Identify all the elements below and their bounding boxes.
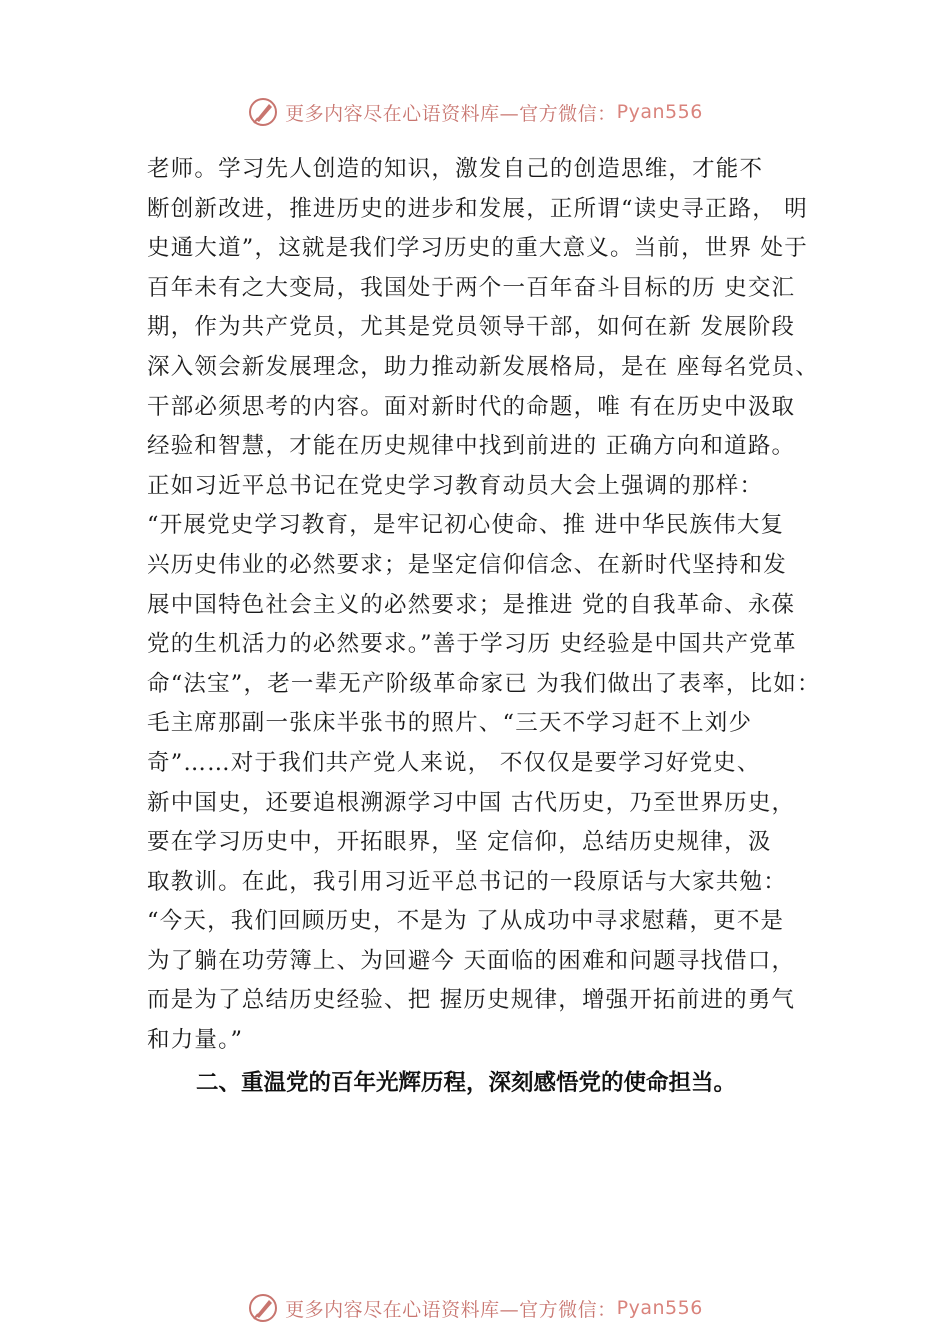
text-line: 取教训。在此，我引用习近平总书记的一段原话与大家共勉：: [147, 868, 787, 895]
text-line: “今天，我们回顾历史，不是为 了从成功中寻求慰藉，更不是: [147, 908, 785, 935]
text-line: 干部必须思考的内容。面对新时代的命题，唯 有在历史中汲取: [147, 393, 796, 420]
section-heading: 二、重温党的百年光辉历程，深刻感悟党的使命担当。: [196, 1070, 737, 1096]
text-line: 老师。学习先人创造的知识，激发自己的创造思维，才能不: [147, 156, 764, 182]
watermark-text: 更多内容尽在心语资料库—官方微信：: [285, 1298, 617, 1321]
quill-logo-icon: [247, 1292, 279, 1324]
text-line: 毛主席那副一张床半张书的照片、“三天不学习赶不上刘少: [147, 710, 753, 737]
text-line: 奇”……对于我们共产党人来说， 不仅仅是要学习好党史、: [147, 749, 761, 776]
text-line: 要在学习历史中，开拓眼界，坚 定信仰，总结历史规律，汲: [147, 829, 772, 856]
text-line: 百年未有之大变局，我国处于两个一百年奋斗目标的历 史交汇: [147, 274, 796, 301]
text-line: 党的生机活力的必然要求。”善于学习历 史经验是中国共产党革: [147, 631, 797, 658]
text-line: 断创新改进，推进历史的进步和发展，正所谓“读史寻正路， 明: [147, 195, 808, 222]
text-line: 期，作为共产党员，尤其是党员领导干部，如何在新 发展阶段: [147, 314, 796, 341]
text-line: 而是为了总结历史经验、把 握历史规律，增强开拓前进的勇气: [147, 987, 796, 1014]
text-line: 正如习近平总书记在党史学习教育动员大会上强调的那样：: [147, 472, 764, 499]
text-line: 兴历史伟业的必然要求；是坚定信仰信念、在新时代坚持和发: [147, 551, 787, 578]
body-paragraph: [147, 150, 847, 1061]
text-line: 展中国特色社会主义的必然要求；是推进 党的自我革命、永葆: [147, 591, 796, 618]
watermark-text: 更多内容尽在心语资料库—官方微信：: [285, 102, 617, 125]
text-line: 和力量。”: [147, 1027, 244, 1054]
quill-logo-icon: [247, 96, 279, 128]
watermark-id: Pyan556: [616, 1297, 703, 1319]
footer-watermark: [0, 1292, 950, 1324]
text-line: 新中国史，还要追根溯源学习中国 古代历史，乃至世界历史，: [147, 789, 796, 816]
watermark-id: Pyan556: [616, 101, 703, 123]
text-line: 为了躺在功劳簿上、为回避今 天面临的困难和问题寻找借口，: [147, 947, 796, 974]
text-line: 经验和智慧，才能在历史规律中找到前进的 正确方向和道路。: [147, 433, 796, 460]
text-line: 深入领会新发展理念，助力推动新发展格局，是在 座每名党员、: [147, 353, 819, 380]
text-line: 命“法宝”，老一辈无产阶级革命家已 为我们做出了表率，比如：: [147, 670, 821, 697]
header-watermark: [0, 96, 950, 128]
text-line: 史通大道”，这就是我们学习历史的重大意义。当前，世界 处于: [147, 235, 808, 262]
text-line: “开展党史学习教育，是牢记初心使命、推 进中华民族伟大复: [147, 512, 785, 539]
